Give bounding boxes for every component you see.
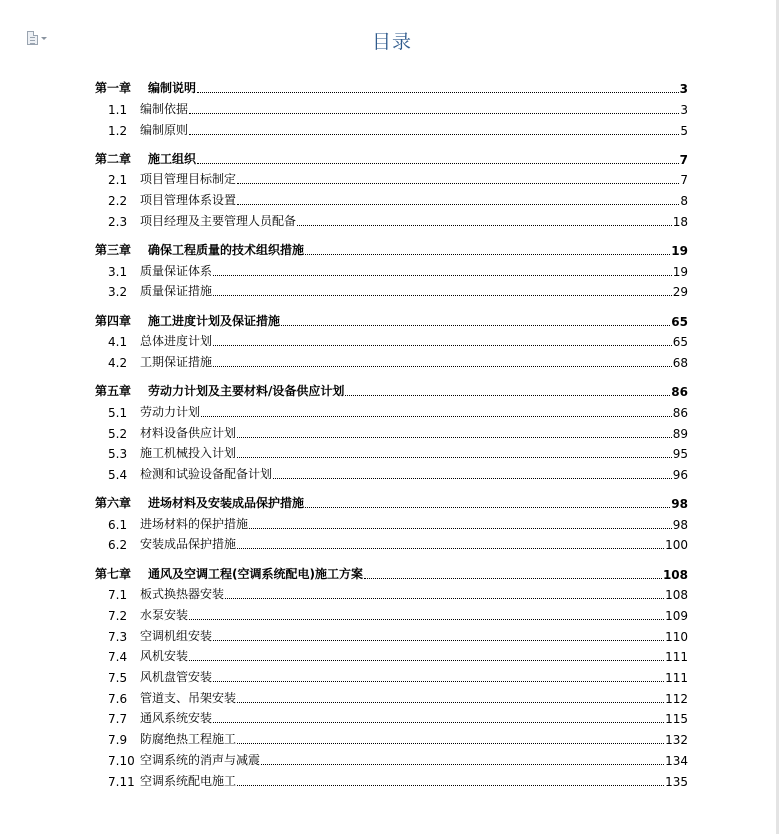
toc-page-number: 65 [671, 314, 688, 329]
toc-entry-title: 空调系统配电施工 [140, 773, 237, 788]
toc-entry-title: 安装成品保护措施 [140, 537, 237, 552]
toc-page-number: 135 [665, 774, 688, 789]
toc-entry-title: 劳动力计划及主要材料/设备供应计划 [148, 384, 345, 399]
toc-page-number: 19 [671, 244, 688, 258]
toc-entry-number: 5.4 [108, 467, 128, 482]
toc-entry-number: 5.3 [108, 447, 128, 462]
toc-page-number: 108 [662, 567, 688, 582]
toc-entry-number: 第六章 [95, 496, 132, 511]
toc-entry-title: 风机盘管安装 [140, 670, 213, 685]
toc-dot-leader [213, 345, 672, 346]
toc-section-entry[interactable] [95, 685, 688, 706]
toc-chapter-entry[interactable] [95, 138, 688, 167]
toc-dot-leader [201, 416, 672, 417]
toc-entry-number: 6.2 [108, 538, 128, 553]
toc-entry-title: 水泵安装 [140, 608, 189, 622]
toc-page-number: 5 [680, 123, 688, 138]
toc-chapter-entry[interactable] [95, 67, 688, 96]
toc-page-number: 111 [665, 671, 688, 686]
toc-dot-leader [237, 183, 679, 184]
toc-entry-number: 7.10 [108, 753, 135, 768]
toc-section-entry[interactable] [95, 329, 688, 350]
toc-section-entry[interactable] [95, 258, 688, 279]
toc-page-number: 98 [672, 517, 688, 532]
toc-entry-title: 施工进度计划及保证措施 [148, 313, 281, 328]
toc-page-number: 100 [665, 538, 688, 553]
toc-entry-title: 板式换热器安装 [140, 587, 225, 602]
toc-entry-number: 4.1 [108, 335, 128, 350]
toc-dot-leader [213, 295, 672, 296]
toc-dot-leader [305, 254, 670, 255]
toc-page-number: 98 [671, 497, 688, 512]
toc-entry-number: 7.11 [108, 774, 135, 789]
toc-page-number: 112 [665, 691, 688, 706]
toc-dot-leader [189, 134, 679, 135]
toc-entry-number: 2.2 [108, 194, 128, 209]
toc-entry-number: 4.2 [108, 355, 128, 370]
toc-dot-leader [237, 204, 679, 205]
toc-page-number: 18 [672, 214, 688, 229]
toc-entry-title: 质量保证措施 [140, 284, 213, 299]
toc-entry-title: 施工机械投入计划 [140, 446, 237, 461]
toc-entry-title: 确保工程质量的技术组织措施 [148, 243, 305, 257]
toc-section-entry[interactable] [95, 117, 688, 138]
toc-dot-leader [225, 598, 664, 599]
toc-entry-number: 7.3 [108, 629, 128, 644]
toc-page-number: 7 [680, 173, 688, 188]
toc-entry-title: 工期保证措施 [140, 354, 213, 369]
toc-section-entry[interactable] [95, 726, 688, 747]
toc-section-entry[interactable] [95, 420, 688, 441]
toc-section-entry[interactable] [95, 96, 688, 117]
toc-section-entry[interactable] [95, 441, 688, 462]
toc-dot-leader [364, 578, 662, 579]
toc-section-entry[interactable] [95, 511, 688, 532]
toc-page-number: 110 [665, 629, 688, 644]
toc-section-entry[interactable] [95, 706, 688, 727]
table-of-contents [95, 67, 688, 789]
toc-entry-title: 防腐绝热工程施工 [140, 732, 237, 747]
toc-entry-number: 7.5 [108, 671, 128, 686]
toc-dot-leader [237, 548, 664, 549]
toc-dot-leader [213, 681, 664, 682]
toc-section-entry[interactable] [95, 582, 688, 603]
toc-dot-leader [345, 395, 670, 396]
toc-entry-number: 7.6 [108, 691, 128, 706]
toc-entry-title: 管道支、吊架安装 [140, 690, 237, 705]
toc-entry-number: 5.1 [108, 405, 128, 420]
toc-section-entry[interactable] [95, 399, 688, 420]
toc-dot-leader [281, 325, 670, 326]
toc-dot-leader [237, 785, 664, 786]
toc-entry-title: 项目管理目标制定 [140, 172, 237, 187]
toc-chapter-entry[interactable] [95, 299, 688, 328]
toc-chapter-entry[interactable] [95, 370, 688, 399]
toc-dot-leader [213, 722, 664, 723]
toc-section-entry[interactable] [95, 747, 688, 768]
toc-entry-number: 第一章 [95, 81, 132, 96]
toc-page-number: 7 [679, 152, 688, 167]
toc-dot-leader [213, 275, 672, 276]
page-title: 目录 [371, 31, 412, 53]
toc-entry-number: 第二章 [95, 151, 132, 166]
toc-dot-leader [249, 528, 672, 529]
toc-page-number: 115 [665, 712, 688, 727]
toc-chapter-entry[interactable] [95, 229, 688, 258]
toc-entry-title: 材料设备供应计划 [140, 425, 237, 440]
toc-section-entry[interactable] [95, 768, 688, 789]
toc-dot-leader [197, 92, 679, 93]
toc-section-entry[interactable] [95, 167, 688, 188]
toc-entry-title: 空调机组安装 [140, 628, 213, 643]
toc-dot-leader [237, 702, 664, 703]
toc-entry-title: 编制原则 [140, 122, 189, 137]
toc-entry-number: 3.2 [108, 285, 128, 300]
toc-entry-number: 第三章 [95, 243, 132, 257]
toc-entry-title: 质量保证体系 [140, 263, 213, 278]
toc-page-number: 29 [672, 285, 688, 300]
toc-entry-number: 7.4 [108, 650, 128, 665]
toc-entry-number: 2.3 [108, 214, 128, 229]
toc-dot-leader [237, 743, 664, 744]
toc-entry-title: 编制说明 [148, 81, 197, 96]
toc-page-number: 8 [680, 194, 688, 209]
toc-section-entry[interactable] [95, 187, 688, 208]
toc-entry-title: 检测和试验设备配备计划 [140, 466, 273, 481]
toc-entry-number: 7.2 [108, 609, 128, 623]
toc-page-number: 89 [672, 426, 688, 441]
toc-page-number: 68 [672, 355, 688, 370]
toc-dot-leader [213, 640, 664, 641]
toc-page-number: 96 [672, 467, 688, 482]
toc-dot-leader [261, 764, 664, 765]
toc-dot-leader [273, 478, 672, 479]
toc-page-number: 95 [672, 447, 688, 462]
toc-entry-number: 5.2 [108, 426, 128, 441]
toc-page-number: 108 [665, 588, 688, 603]
toc-dot-leader [189, 660, 664, 661]
toc-entry-title: 进场材料的保护措施 [140, 516, 249, 531]
toc-page-number: 86 [671, 385, 688, 400]
toc-entry-title: 项目管理体系设置 [140, 193, 237, 208]
toc-dot-leader [237, 437, 672, 438]
toc-entry-number: 第七章 [95, 566, 132, 581]
toc-entry-number: 1.2 [108, 123, 128, 138]
toc-entry-title: 通风系统安装 [140, 711, 213, 726]
toc-page-number: 3 [680, 102, 688, 117]
toc-page-number: 134 [665, 753, 688, 768]
toc-section-entry[interactable] [95, 664, 688, 685]
toc-page-number: 109 [665, 609, 688, 623]
toc-dot-leader [189, 113, 679, 114]
toc-page-number: 3 [679, 82, 688, 97]
toc-entry-number: 7.7 [108, 712, 128, 727]
toc-entry-title: 劳动力计划 [140, 404, 201, 419]
toc-entry-number: 2.1 [108, 173, 128, 188]
toc-dot-leader [297, 225, 672, 226]
toc-entry-title: 编制依据 [140, 101, 189, 116]
toc-page-number: 65 [672, 335, 688, 350]
toc-entry-title: 空调系统的消声与减震 [140, 752, 261, 767]
toc-section-entry[interactable] [95, 623, 688, 644]
toc-page-number: 86 [672, 405, 688, 420]
toc-dot-leader [237, 457, 672, 458]
toc-section-entry[interactable] [95, 461, 688, 482]
toc-entry-title: 风机安装 [140, 649, 189, 664]
toc-chapter-entry[interactable] [95, 552, 688, 581]
toc-entry-title: 总体进度计划 [140, 334, 213, 349]
toc-dot-leader [305, 507, 670, 508]
toc-section-entry[interactable] [95, 644, 688, 665]
toc-entry-number: 1.1 [108, 102, 128, 117]
toc-entry-title: 项目经理及主要管理人员配备 [140, 213, 297, 228]
toc-dot-leader [197, 163, 679, 164]
toc-section-entry[interactable] [95, 208, 688, 229]
toc-section-entry[interactable] [95, 349, 688, 370]
toc-entry-title: 施工组织 [148, 151, 197, 166]
toc-entry-number: 7.1 [108, 588, 128, 603]
toc-entry-number: 7.9 [108, 733, 128, 748]
toc-entry-number: 3.1 [108, 264, 128, 279]
toc-section-entry[interactable] [95, 602, 688, 623]
toc-dot-leader [213, 366, 672, 367]
toc-page-number: 111 [665, 650, 688, 665]
toc-entry-title: 进场材料及安装成品保护措施 [148, 496, 305, 511]
toc-entry-number: 第四章 [95, 313, 132, 328]
toc-section-entry[interactable] [95, 532, 688, 553]
toc-dot-leader [189, 619, 664, 620]
toc-page-number: 19 [672, 264, 688, 279]
toc-page-number: 132 [665, 733, 688, 748]
toc-entry-number: 第五章 [95, 384, 132, 399]
toc-chapter-entry[interactable] [95, 482, 688, 511]
toc-entry-title: 通风及空调工程(空调系统配电)施工方案 [148, 566, 363, 581]
toc-section-entry[interactable] [95, 279, 688, 300]
toc-entry-number: 6.1 [108, 517, 128, 532]
